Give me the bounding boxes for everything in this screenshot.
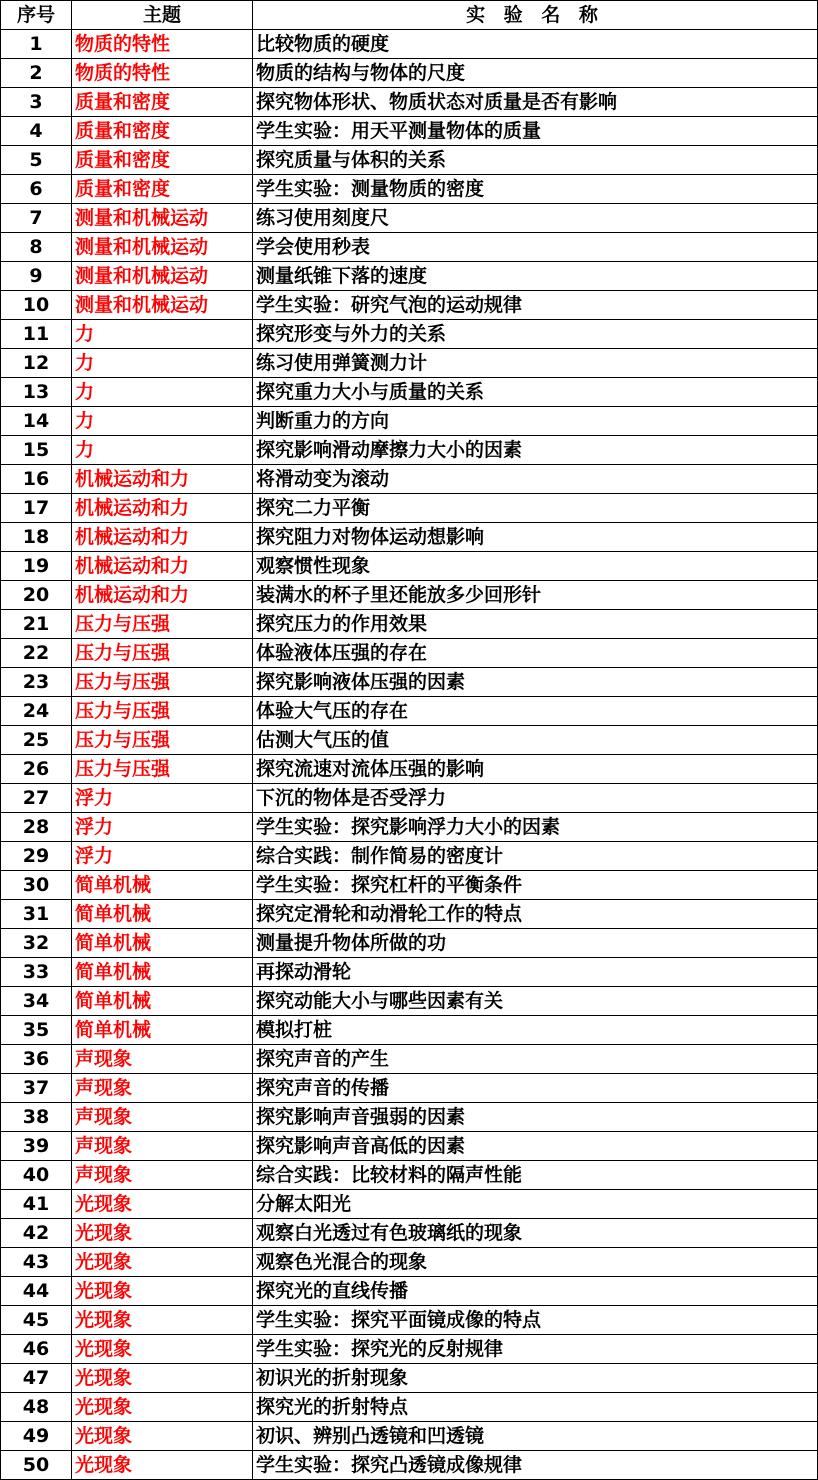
cell-number[interactable]: 42 xyxy=(1,1219,72,1248)
cell-number[interactable]: 40 xyxy=(1,1161,72,1190)
cell-topic[interactable]: 机械运动和力 xyxy=(72,523,253,552)
cell-experiment-name[interactable]: 综合实践：比较材料的隔声性能 xyxy=(253,1161,818,1190)
cell-number[interactable]: 19 xyxy=(1,552,72,581)
cell-number[interactable]: 47 xyxy=(1,1364,72,1393)
table-row xyxy=(1,1103,818,1132)
cell-number[interactable]: 10 xyxy=(1,291,72,320)
cell-topic[interactable]: 力 xyxy=(72,436,253,465)
cell-experiment-name[interactable]: 装满水的杯子里还能放多少回形针 xyxy=(253,581,818,610)
cell-experiment-name[interactable]: 探究声音的传播 xyxy=(253,1074,818,1103)
table-row xyxy=(1,494,818,523)
cell-experiment-name[interactable]: 练习使用弹簧测力计 xyxy=(253,349,818,378)
cell-number[interactable]: 49 xyxy=(1,1422,72,1451)
table-row xyxy=(1,1219,818,1248)
table-row xyxy=(1,407,818,436)
cell-number[interactable]: 27 xyxy=(1,784,72,813)
cell-topic[interactable]: 声现象 xyxy=(72,1074,253,1103)
cell-topic[interactable]: 压力与压强 xyxy=(72,610,253,639)
cell-experiment-name[interactable]: 学生实验：探究影响浮力大小的因素 xyxy=(253,813,818,842)
table-row xyxy=(1,117,818,146)
cell-number[interactable]: 20 xyxy=(1,581,72,610)
table-row xyxy=(1,784,818,813)
cell-number[interactable]: 21 xyxy=(1,610,72,639)
cell-topic[interactable]: 压力与压强 xyxy=(72,726,253,755)
table-row xyxy=(1,30,818,59)
table-row xyxy=(1,929,818,958)
cell-number[interactable]: 11 xyxy=(1,320,72,349)
cell-topic[interactable]: 质量和密度 xyxy=(72,146,253,175)
cell-topic[interactable]: 简单机械 xyxy=(72,871,253,900)
cell-topic[interactable]: 机械运动和力 xyxy=(72,494,253,523)
table-row xyxy=(1,1277,818,1306)
table-row xyxy=(1,1132,818,1161)
cell-topic[interactable]: 力 xyxy=(72,378,253,407)
cell-topic[interactable]: 光现象 xyxy=(72,1219,253,1248)
cell-experiment-name[interactable]: 判断重力的方向 xyxy=(253,407,818,436)
cell-experiment-name[interactable]: 学生实验：用天平测量物体的质量 xyxy=(253,117,818,146)
cell-experiment-name[interactable]: 测量纸锥下落的速度 xyxy=(253,262,818,291)
table-row xyxy=(1,1306,818,1335)
cell-experiment-name[interactable]: 探究二力平衡 xyxy=(253,494,818,523)
cell-number[interactable]: 38 xyxy=(1,1103,72,1132)
table-body xyxy=(1,30,818,1480)
cell-topic[interactable]: 光现象 xyxy=(72,1190,253,1219)
cell-experiment-name[interactable]: 估测大气压的值 xyxy=(253,726,818,755)
cell-experiment-name[interactable]: 学生实验：探究光的反射规律 xyxy=(253,1335,818,1364)
cell-number[interactable]: 45 xyxy=(1,1306,72,1335)
cell-number[interactable]: 37 xyxy=(1,1074,72,1103)
cell-topic[interactable]: 光现象 xyxy=(72,1393,253,1422)
table-row xyxy=(1,1335,818,1364)
cell-topic[interactable]: 光现象 xyxy=(72,1335,253,1364)
table-row xyxy=(1,1248,818,1277)
cell-topic[interactable]: 质量和密度 xyxy=(72,117,253,146)
cell-number[interactable]: 2 xyxy=(1,59,72,88)
cell-experiment-name[interactable]: 学会使用秒表 xyxy=(253,233,818,262)
cell-experiment-name[interactable]: 探究光的折射特点 xyxy=(253,1393,818,1422)
cell-experiment-name[interactable]: 探究动能大小与哪些因素有关 xyxy=(253,987,818,1016)
cell-number[interactable]: 30 xyxy=(1,871,72,900)
cell-topic[interactable]: 压力与压强 xyxy=(72,755,253,784)
cell-number[interactable]: 5 xyxy=(1,146,72,175)
table-row xyxy=(1,755,818,784)
cell-experiment-name[interactable]: 模拟打桩 xyxy=(253,1016,818,1045)
table-row xyxy=(1,320,818,349)
cell-topic[interactable]: 简单机械 xyxy=(72,987,253,1016)
table-row xyxy=(1,842,818,871)
cell-experiment-name[interactable]: 观察白光透过有色玻璃纸的现象 xyxy=(253,1219,818,1248)
table-row xyxy=(1,1364,818,1393)
cell-experiment-name[interactable]: 观察惯性现象 xyxy=(253,552,818,581)
cell-experiment-name[interactable]: 探究光的直线传播 xyxy=(253,1277,818,1306)
cell-topic[interactable]: 光现象 xyxy=(72,1306,253,1335)
cell-experiment-name[interactable]: 学生实验：探究平面镜成像的特点 xyxy=(253,1306,818,1335)
cell-topic[interactable]: 光现象 xyxy=(72,1248,253,1277)
table-row xyxy=(1,958,818,987)
cell-number[interactable]: 18 xyxy=(1,523,72,552)
cell-experiment-name[interactable]: 探究影响声音强弱的因素 xyxy=(253,1103,818,1132)
table-row xyxy=(1,639,818,668)
table-row xyxy=(1,465,818,494)
cell-number[interactable]: 31 xyxy=(1,900,72,929)
table-row xyxy=(1,1393,818,1422)
table-row xyxy=(1,1422,818,1451)
cell-topic[interactable]: 压力与压强 xyxy=(72,639,253,668)
table-row xyxy=(1,204,818,233)
cell-topic[interactable]: 声现象 xyxy=(72,1161,253,1190)
table-row xyxy=(1,349,818,378)
cell-experiment-name[interactable]: 探究声音的产生 xyxy=(253,1045,818,1074)
cell-number[interactable]: 33 xyxy=(1,958,72,987)
cell-experiment-name[interactable]: 学生实验：测量物质的密度 xyxy=(253,175,818,204)
cell-topic[interactable]: 机械运动和力 xyxy=(72,465,253,494)
cell-experiment-name[interactable]: 探究阻力对物体运动想影响 xyxy=(253,523,818,552)
cell-number[interactable]: 39 xyxy=(1,1132,72,1161)
cell-experiment-name[interactable]: 综合实践：制作简易的密度计 xyxy=(253,842,818,871)
cell-experiment-name[interactable]: 观察色光混合的现象 xyxy=(253,1248,818,1277)
cell-number[interactable]: 9 xyxy=(1,262,72,291)
cell-experiment-name[interactable]: 初识光的折射现象 xyxy=(253,1364,818,1393)
table-row xyxy=(1,436,818,465)
cell-topic[interactable]: 简单机械 xyxy=(72,1016,253,1045)
cell-experiment-name[interactable]: 探究影响液体压强的因素 xyxy=(253,668,818,697)
cell-topic[interactable]: 压力与压强 xyxy=(72,697,253,726)
cell-topic[interactable]: 光现象 xyxy=(72,1451,253,1480)
cell-number[interactable]: 4 xyxy=(1,117,72,146)
table-row xyxy=(1,523,818,552)
table-row xyxy=(1,262,818,291)
cell-experiment-name[interactable]: 再探动滑轮 xyxy=(253,958,818,987)
cell-topic[interactable]: 机械运动和力 xyxy=(72,552,253,581)
cell-experiment-name[interactable]: 体验大气压的存在 xyxy=(253,697,818,726)
table-row xyxy=(1,291,818,320)
cell-experiment-name[interactable]: 探究压力的作用效果 xyxy=(253,610,818,639)
cell-topic[interactable]: 光现象 xyxy=(72,1422,253,1451)
cell-topic[interactable]: 物质的特性 xyxy=(72,59,253,88)
cell-number[interactable]: 6 xyxy=(1,175,72,204)
cell-number[interactable]: 29 xyxy=(1,842,72,871)
cell-topic[interactable]: 简单机械 xyxy=(72,929,253,958)
cell-number[interactable]: 43 xyxy=(1,1248,72,1277)
cell-number[interactable]: 25 xyxy=(1,726,72,755)
table-row xyxy=(1,378,818,407)
cell-topic[interactable]: 测量和机械运动 xyxy=(72,262,253,291)
header-row xyxy=(1,1,818,30)
cell-number[interactable]: 48 xyxy=(1,1393,72,1422)
table-row xyxy=(1,697,818,726)
table-row xyxy=(1,1074,818,1103)
table-row xyxy=(1,1045,818,1074)
cell-number[interactable]: 24 xyxy=(1,697,72,726)
cell-topic[interactable]: 测量和机械运动 xyxy=(72,204,253,233)
cell-number[interactable]: 50 xyxy=(1,1451,72,1480)
cell-topic[interactable]: 力 xyxy=(72,349,253,378)
cell-topic[interactable]: 光现象 xyxy=(72,1277,253,1306)
cell-experiment-name[interactable]: 练习使用刻度尺 xyxy=(253,204,818,233)
cell-topic[interactable]: 物质的特性 xyxy=(72,30,253,59)
table-row xyxy=(1,146,818,175)
cell-experiment-name[interactable]: 将滑动变为滚动 xyxy=(253,465,818,494)
cell-topic[interactable]: 机械运动和力 xyxy=(72,581,253,610)
cell-experiment-name[interactable]: 学生实验：研究气泡的运动规律 xyxy=(253,291,818,320)
table-row xyxy=(1,813,818,842)
cell-experiment-name[interactable]: 学生实验：探究杠杆的平衡条件 xyxy=(253,871,818,900)
cell-experiment-name[interactable]: 比较物质的硬度 xyxy=(253,30,818,59)
cell-number[interactable]: 36 xyxy=(1,1045,72,1074)
cell-topic[interactable]: 测量和机械运动 xyxy=(72,291,253,320)
cell-number[interactable]: 17 xyxy=(1,494,72,523)
cell-topic[interactable]: 简单机械 xyxy=(72,958,253,987)
cell-number[interactable]: 46 xyxy=(1,1335,72,1364)
cell-number[interactable]: 1 xyxy=(1,30,72,59)
cell-experiment-name[interactable]: 探究质量与体积的关系 xyxy=(253,146,818,175)
cell-experiment-name[interactable]: 探究物体形状、物质状态对质量是否有影响 xyxy=(253,88,818,117)
table-row xyxy=(1,1190,818,1219)
cell-experiment-name[interactable]: 探究重力大小与质量的关系 xyxy=(253,378,818,407)
cell-topic[interactable]: 质量和密度 xyxy=(72,88,253,117)
cell-experiment-name[interactable]: 物质的结构与物体的尺度 xyxy=(253,59,818,88)
header-cell-number[interactable]: 序号 xyxy=(1,1,72,30)
cell-topic[interactable]: 浮力 xyxy=(72,842,253,871)
cell-number[interactable]: 35 xyxy=(1,1016,72,1045)
cell-number[interactable]: 26 xyxy=(1,755,72,784)
table-row xyxy=(1,88,818,117)
cell-experiment-name[interactable]: 探究影响声音高低的因素 xyxy=(253,1132,818,1161)
cell-number[interactable]: 7 xyxy=(1,204,72,233)
cell-topic[interactable]: 声现象 xyxy=(72,1045,253,1074)
cell-topic[interactable]: 浮力 xyxy=(72,813,253,842)
cell-number[interactable]: 28 xyxy=(1,813,72,842)
cell-number[interactable]: 34 xyxy=(1,987,72,1016)
cell-experiment-name[interactable]: 分解太阳光 xyxy=(253,1190,818,1219)
table-row xyxy=(1,1016,818,1045)
cell-experiment-name[interactable]: 探究流速对流体压强的影响 xyxy=(253,755,818,784)
cell-number[interactable]: 41 xyxy=(1,1190,72,1219)
cell-number[interactable]: 14 xyxy=(1,407,72,436)
cell-topic[interactable]: 声现象 xyxy=(72,1132,253,1161)
cell-topic[interactable]: 压力与压强 xyxy=(72,668,253,697)
table-row xyxy=(1,581,818,610)
table-row xyxy=(1,900,818,929)
cell-number[interactable]: 15 xyxy=(1,436,72,465)
cell-topic[interactable]: 简单机械 xyxy=(72,900,253,929)
cell-experiment-name[interactable]: 探究定滑轮和动滑轮工作的特点 xyxy=(253,900,818,929)
cell-topic[interactable]: 浮力 xyxy=(72,784,253,813)
header-cell-topic[interactable]: 主题 xyxy=(72,1,253,30)
table-row xyxy=(1,668,818,697)
cell-number[interactable]: 12 xyxy=(1,349,72,378)
table-row xyxy=(1,871,818,900)
cell-topic[interactable]: 测量和机械运动 xyxy=(72,233,253,262)
table-row xyxy=(1,59,818,88)
cell-number[interactable]: 22 xyxy=(1,639,72,668)
table-row xyxy=(1,610,818,639)
cell-number[interactable]: 3 xyxy=(1,88,72,117)
cell-topic[interactable]: 光现象 xyxy=(72,1364,253,1393)
cell-experiment-name[interactable]: 下沉的物体是否受浮力 xyxy=(253,784,818,813)
table-row xyxy=(1,726,818,755)
cell-number[interactable]: 8 xyxy=(1,233,72,262)
cell-number[interactable]: 13 xyxy=(1,378,72,407)
table-row xyxy=(1,987,818,1016)
table-row xyxy=(1,1161,818,1190)
cell-topic[interactable]: 质量和密度 xyxy=(72,175,253,204)
cell-number[interactable]: 44 xyxy=(1,1277,72,1306)
cell-experiment-name[interactable]: 初识、辨别凸透镜和凹透镜 xyxy=(253,1422,818,1451)
cell-experiment-name[interactable]: 探究形变与外力的关系 xyxy=(253,320,818,349)
cell-topic[interactable]: 力 xyxy=(72,320,253,349)
table-row xyxy=(1,233,818,262)
header-cell-experiment-name[interactable]: 实 验 名 称 xyxy=(253,1,818,30)
cell-topic[interactable]: 力 xyxy=(72,407,253,436)
cell-number[interactable]: 23 xyxy=(1,668,72,697)
table-row xyxy=(1,552,818,581)
cell-experiment-name[interactable]: 测量提升物体所做的功 xyxy=(253,929,818,958)
table-row xyxy=(1,1451,818,1480)
cell-number[interactable]: 32 xyxy=(1,929,72,958)
cell-number[interactable]: 16 xyxy=(1,465,72,494)
cell-experiment-name[interactable]: 体验液体压强的存在 xyxy=(253,639,818,668)
cell-experiment-name[interactable]: 探究影响滑动摩擦力大小的因素 xyxy=(253,436,818,465)
table-row xyxy=(1,175,818,204)
cell-experiment-name[interactable]: 学生实验：探究凸透镜成像规律 xyxy=(253,1451,818,1480)
cell-topic[interactable]: 声现象 xyxy=(72,1103,253,1132)
